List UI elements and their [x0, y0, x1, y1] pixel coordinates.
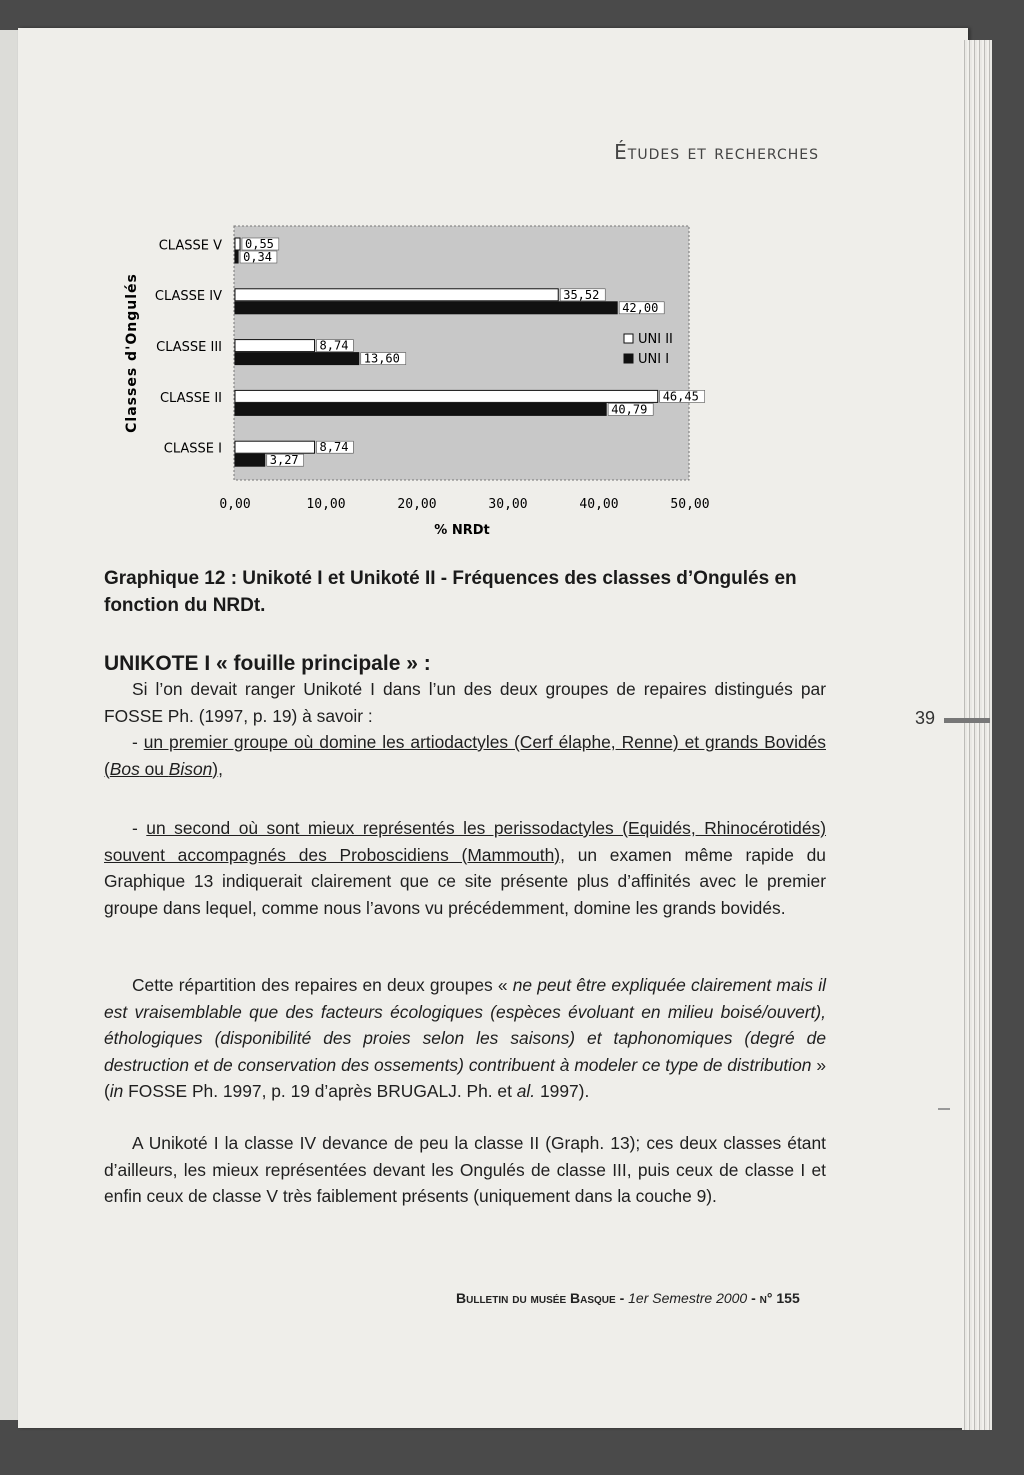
- page-number-bar: [944, 718, 990, 723]
- paragraph-conclusion: A Unikoté I la classe IV devance de peu la classe II (Graph. 13); ces deux classes étant d’ailleurs, les mieux représentées devant les Ongulés de classe III, puis ceux de classe I et enfin ceux de classe V très faiblement présents (uniquement dans la couche 9).: [104, 1133, 826, 1206]
- para2-al: al.: [516, 1081, 536, 1101]
- data-label: 0,55: [245, 237, 274, 251]
- item1-comma: ,: [218, 758, 223, 779]
- page-stack-edge: [962, 40, 992, 1430]
- figure-caption: Graphique 12 : Unikoté I et Unikoté II - Fréquences des classes d’Ongulés en fonction du NRDt.: [104, 568, 797, 616]
- legend-swatch: [624, 334, 633, 343]
- para2-c: FOSSE Ph. 1997, p. 19 d’après BRUGALJ. Ph. et: [123, 1081, 517, 1101]
- bar-uni-ii: [235, 340, 315, 352]
- x-tick-label: 40,00: [579, 497, 619, 512]
- footer-sep: -: [615, 1290, 629, 1306]
- para2-in: in: [109, 1081, 124, 1101]
- page-number: 39: [915, 708, 936, 728]
- x-tick-label: 20,00: [397, 497, 437, 512]
- footer-number: - n° 155: [747, 1290, 800, 1306]
- x-tick-label: 30,00: [488, 497, 528, 512]
- data-label: 40,79: [611, 402, 648, 417]
- para2-d: 1997).: [535, 1081, 590, 1101]
- paragraph-quote: [104, 972, 826, 1105]
- data-label: 8,74: [319, 338, 349, 353]
- data-label: 3,27: [269, 453, 299, 468]
- bullet-dash: -: [132, 818, 147, 838]
- bar-uni-i: [235, 403, 606, 415]
- item2-underlined: un second où sont mieux représentés les perissodactyles (Equidés, Rhinocérotidés) souvent accompagnés des Proboscidiens (Mammouth): [104, 818, 826, 865]
- footer-journal: Bulletin du musée Basque: [456, 1290, 616, 1306]
- item1-bison: Bison: [168, 758, 213, 779]
- paragraph-intro: Si l’on devait ranger Unikoté I dans l’un des deux groupes de repaires distingués par FOSSE Ph. (1997, p. 19) à savoir :: [104, 679, 826, 726]
- data-label: 0,34: [243, 250, 273, 264]
- x-axis-title: % NRDt: [434, 523, 490, 538]
- para2-quote: ne peut être expliquée clairement mais il est vraisemblable que des facteurs écologiques (espèces évoluant en milieu boisé/ouvert), éthologiques (disponibilité des proies selon les saisons) et taphonomiques (degré de destruction et de conservation des ossements) contribuent à modeler ce type de distribution: [104, 975, 826, 1075]
- list-item-second-group: [104, 815, 826, 921]
- item2-rest: , un examen même rapide du Graphique 13 indiquerait clairement que ce site présente plus d’affinités avec le premier groupe dans lequel, comme nous l’avons vu précédemment, domine les grands bovidés.: [104, 844, 826, 918]
- legend-label: UNI II: [638, 332, 673, 347]
- data-label: 35,52: [563, 287, 600, 302]
- item1-bos: Bos: [109, 758, 140, 779]
- legend-label: UNI I: [638, 352, 670, 367]
- y-axis-title: Classes d'Ongulés: [124, 273, 140, 433]
- x-tick-label: 50,00: [670, 497, 710, 512]
- data-label: 13,60: [363, 351, 400, 366]
- chart-svg: [104, 222, 724, 542]
- category-label: CLASSE V: [158, 238, 222, 254]
- list-item-first-group: [104, 729, 826, 782]
- x-tick-label: 10,00: [306, 497, 346, 512]
- footer-issue: 1er Semestre 2000: [628, 1290, 748, 1306]
- para2-b: » (: [104, 1054, 826, 1101]
- legend-swatch: [624, 354, 633, 363]
- bar-uni-i: [235, 251, 238, 263]
- bullet-dash: -: [132, 732, 144, 752]
- footer: [456, 1290, 800, 1306]
- section-heading: UNIKOTE I « fouille principale » :: [104, 652, 431, 675]
- bar-uni-ii: [235, 390, 658, 402]
- data-label: 46,45: [662, 389, 699, 404]
- category-label: CLASSE II: [159, 390, 222, 406]
- data-label: 8,74: [319, 440, 349, 455]
- bar-uni-ii: [235, 238, 240, 250]
- running-header: Études et recherches: [614, 140, 819, 164]
- category-label: CLASSE IV: [154, 289, 222, 305]
- margin-mark: [938, 1108, 950, 1110]
- item1-close: ): [212, 758, 219, 779]
- item1-ou: ou: [139, 758, 169, 779]
- bar-uni-ii: [235, 441, 315, 453]
- bar-uni-i: [235, 454, 265, 466]
- item1-text: un premier groupe où domine les artiodactyles (Cerf élaphe, Renne) et grands Bovidés (: [104, 732, 826, 779]
- x-tick-label: 0,00: [219, 497, 251, 512]
- data-label: 42,00: [622, 300, 659, 315]
- category-label: CLASSE I: [163, 441, 222, 457]
- category-label: CLASSE III: [156, 340, 222, 355]
- bar-uni-i: [235, 302, 617, 314]
- bar-uni-i: [235, 353, 359, 365]
- bar-chart: [104, 222, 724, 542]
- bar-uni-ii: [235, 289, 558, 301]
- para2-a: Cette répartition des repaires en deux groupes «: [132, 975, 513, 995]
